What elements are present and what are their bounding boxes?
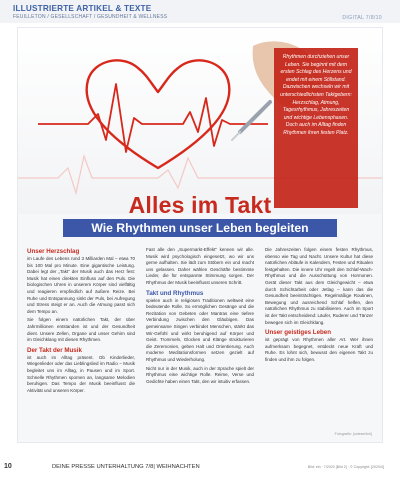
subheading-herzschlag: Unser Herzschlag: [27, 248, 80, 255]
article-headline: Alles im Takt: [128, 192, 272, 218]
heart-rhythm-photo: [18, 28, 382, 214]
article-panel: [18, 28, 382, 442]
paragraph: spielen auch in religiösen Traditionen weltweit eine bedeutende Rolle. So ermöglichen Gesänge und die Rezitation von Gebeten oder Mantras eine tiefere Verbindung zwischen den Gläubigen. Das gemeinsame Singen verbindet Menschen, stärkt das Wir-Gefühl und wirkt beruhigend auf Körper und Geist. Trommeln, Glocken und Klänge strukturieren die Zeremonien, geben Halt und Orientierung. Auch moderne Meditationsformen setzen gezielt auf Rhythmus und Wiederholung.: [146, 297, 254, 362]
magazine-name: DEINE PRESSE UNTERHALTUNG 7/8| WEIHNACHTEN: [52, 464, 200, 470]
subtitle-band: [63, 219, 337, 237]
paragraph: im Laufe des Lebens rund 3 Milliarden Mal – etwa 70 bis 100 Mal pro Minute. Eine gigantische Leistung. Dabei legt der „Takt“ der Musik auch das Herz fest: Musik hat einen direkten Einfluss auf den Puls. Die biologischen Uhren in unserem Körper sind vielfältig und reagieren empfindlich auf äußere Reize. Bei Ruhe und Entspannung sinkt der Puls, bei Aufregung und Stress steigt er an. Auch die Atmung passt sich dem Tempo an.: [27, 256, 135, 314]
intro-text: Rhythmen durchziehen unser Leben. Sie beginnt mit dem ersten Schlag des Herzens und endet mit einem Stillstand. Dazwischen wechseln wir mit unterschiedlichsten Taktgebern: Herzschlag, Atmung, Tagesrhythmus, Jahreszeiten und wichtige Lebensphasen. Doch auch im Alltag finden Rhythmen ihren festen Platz.: [280, 54, 352, 136]
section-title: ILLUSTRIERTE ARTIKEL & TEXTE: [13, 4, 152, 13]
paragraph: ist auch im Alltag präsent. Ob Kinderlieder, Wiegenlieder oder das Lieblingslied im Radio – Musik begleitet uns im Alltag, in Pausen und im Sport. Schnelle Rhythmen spornen an, langsame Melodien beruhigen. Das Tempo der Musik beeinflusst die Aktivität und unseren Körper.: [27, 354, 135, 393]
paragraph: Sie folgen einem natürlichen Takt, der über Jahrmillionen entstanden ist und der Gesundheit dient. Unsere Zellen, Organe und unser Gehirn sind im Gleichklang mit diesen Rhythmen.: [27, 317, 135, 343]
photo-credit: Fotografie: [unleserlich]: [334, 432, 372, 436]
issue-label: DIGITAL 7/8/10: [342, 15, 382, 21]
page-number: 10: [4, 463, 12, 470]
section-subtitle: FEUILLETON / GESELLSCHAFT / GESUNDHEIT & WELLNESS: [13, 14, 168, 20]
text-column-3: [265, 247, 373, 366]
subheading-takt-der-musik: Der Takt der Musik: [27, 346, 82, 354]
text-column-2: [146, 247, 254, 387]
text-column-1: [27, 247, 135, 396]
footer-note: Bild: ein · 7/2020 [Bild 2] · © Copyright: [2020/4]: [307, 465, 384, 469]
intro-box: [274, 48, 358, 208]
paragraph: Fast alle den „Supermarkt-Effekt“ kennen wir alle. Musik wird psychologisch eingesetzt, wo wir uns gerne aufhalten. Sie lädt zum Stöbern ein und macht uns gelassen. Daher wählen Geschäfte bestimmte Lieder, die für entspannte Stimmung sorgen. Der Rhythmus der Musik beeinflusst unseren Schritt.: [146, 247, 254, 285]
paragraph: ist geprägt von Rhythmen aller Art. Wer ihnen aufmerksam begegnet, entdeckt neue Kraft und Ruhe. Es lohnt sich, bewusst den eigenen Takt zu finden und ihm zu folgen.: [265, 337, 373, 362]
paragraph: Die Jahreszeiten folgen einem festen Rhythmus, ebenso wie Tag und Nacht. Unsere Kultur hat diese natürlichen Abläufe in Kalendern, Festen und Ritualen festgehalten. Die innere Uhr regelt den Schlaf-Wach-Rhythmus und die Ausschüttung von Hormonen. Gerät dieser Takt aus dem Gleichgewicht – etwa durch Schichtarbeit oder Jetlag – kann das die Gesundheit beeinträchtigen. Regelmäßige Routinen, Bewegung und ausreichend Schlaf helfen, den natürlichen Rhythmus zu stabilisieren. Auch im Sport ist der Takt entscheidend: Läufer, Ruderer und Tänzer bewegen sich im Gleichklang.: [265, 247, 373, 325]
article-subtitle: Wie Rhythmen unser Leben begleiten: [91, 221, 309, 235]
subheading-takt-und-rhythmus: Takt und Rhythmus: [146, 289, 204, 297]
subheading-geistiges-leben: Unser geistiges Leben: [265, 329, 332, 337]
paragraph: Nicht nur in der Musik, auch in der Sprache spielt der Rhythmus eine wichtige Rolle. Reime, Verse und Gedichte haben einen Takt, den wir intuitiv erfassen.: [146, 365, 254, 384]
page-footer: [0, 455, 400, 477]
